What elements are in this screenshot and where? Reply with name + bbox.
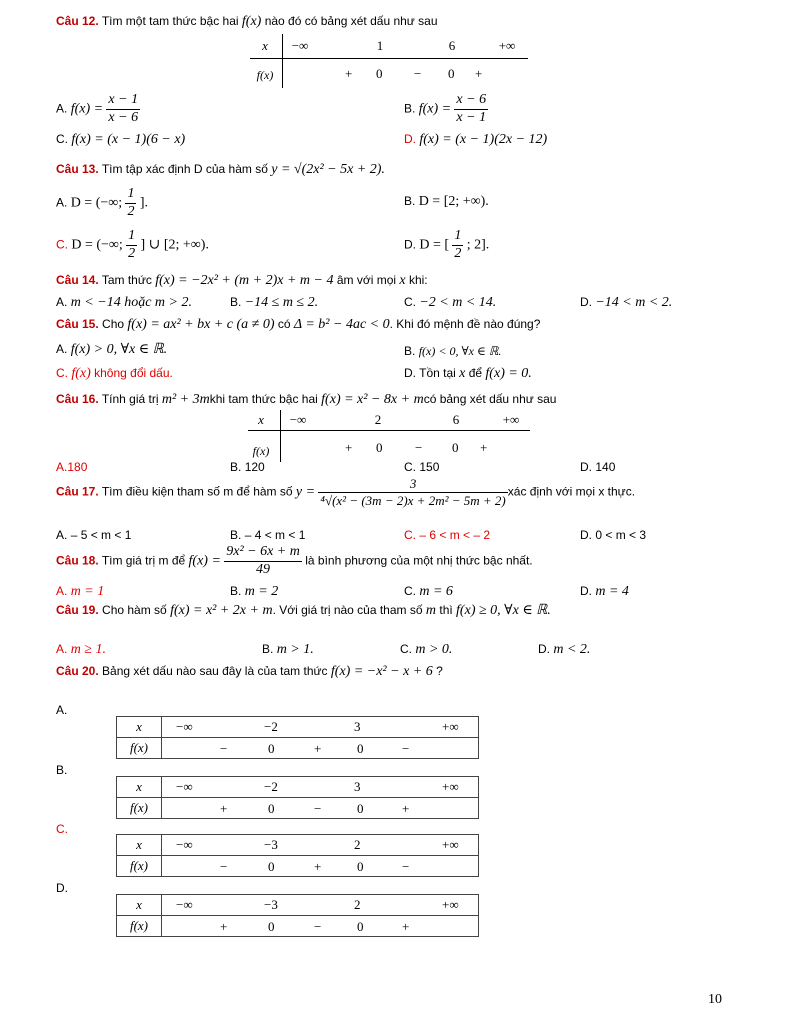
q16-option-c[interactable] <box>404 460 439 474</box>
q19-option-d[interactable] <box>538 642 590 659</box>
q18-option-b[interactable] <box>230 584 278 601</box>
q18-option-a[interactable] <box>56 584 104 601</box>
option-letter: B. <box>230 460 242 474</box>
option-letter: D. <box>580 584 592 598</box>
q13-stem <box>56 162 385 179</box>
table-x-value: −2 <box>264 719 278 734</box>
option-letter: A. <box>56 642 68 656</box>
option-value: m > 0. <box>415 642 453 657</box>
fraction-numerator: 1 <box>126 228 137 246</box>
table-x-value: 6 <box>452 412 460 427</box>
option-letter: A. <box>56 295 68 309</box>
q13-text: Tìm tập xác định D của hàm số <box>101 162 268 176</box>
q19-expr: f(x) = x² + 2x + m <box>170 603 273 618</box>
table-x-value: 3 <box>354 779 361 794</box>
table-x-value: 1 <box>376 38 384 53</box>
q15-text: Cho <box>102 317 125 331</box>
q19-m: m <box>425 603 437 618</box>
fraction-denominator: 2 <box>128 245 136 261</box>
q17-option-b[interactable] <box>230 528 305 542</box>
option-fraction <box>106 92 140 127</box>
q13-option-a[interactable] <box>56 186 148 221</box>
q18-text2: là bình phương của một nhị thức bậc nhất. <box>305 553 533 568</box>
table-x-row <box>162 717 479 738</box>
q17-option-c[interactable] <box>404 528 490 542</box>
option-value: m ≥ 1. <box>70 642 106 657</box>
option-letter: B. <box>262 642 274 656</box>
fraction-numerator: 3 <box>318 476 507 493</box>
option-letter: A. <box>56 460 68 474</box>
q18-option-d[interactable] <box>580 584 629 601</box>
q18-option-c[interactable] <box>404 584 453 601</box>
table-x-label: x <box>262 38 268 53</box>
q14-text3: khi: <box>408 273 428 287</box>
q17-fraction <box>318 476 507 508</box>
q16-label: Câu 16. <box>56 392 99 406</box>
q19-stem <box>56 603 551 620</box>
q13-option-d[interactable] <box>404 228 489 263</box>
option-expr: f(x) > 0, ∀x ∈ ℝ. <box>70 342 168 357</box>
option-letter: A. <box>56 584 68 598</box>
q17-option-d[interactable] <box>580 528 646 542</box>
option-value: m > 1. <box>276 642 314 657</box>
table-sign: − <box>414 66 422 81</box>
q12-fx: f(x) <box>241 14 262 29</box>
option-value: – 6 < m < – 2 <box>419 528 491 542</box>
fraction-denominator: 49 <box>256 561 271 577</box>
q16-option-d[interactable] <box>580 460 615 474</box>
option-expr: D = [2; +∞). <box>418 194 489 209</box>
option-letter: A. <box>56 342 68 356</box>
q15-text2: có <box>277 317 291 331</box>
q15-expr2: Δ = b² − 4ac < 0 <box>293 317 390 332</box>
option-expr: −14 < m < 2. <box>595 295 673 310</box>
option-letter: B. <box>230 584 242 598</box>
table-sign: 0 <box>357 801 364 816</box>
option-expr: −14 ≤ m ≤ 2. <box>244 295 319 310</box>
q14-label: Câu 14. <box>56 273 99 287</box>
table-x-label: x <box>117 895 162 916</box>
option-pre: D = (−∞; <box>70 195 123 211</box>
q16-text: Tính giá trị <box>101 392 159 406</box>
option-post: ]. <box>139 195 148 211</box>
table-sign: 0 <box>357 919 364 934</box>
table-sign: − <box>220 741 228 756</box>
table-x-row <box>162 835 479 856</box>
option-tail: không đổi dấu. <box>94 366 173 380</box>
table-x-row <box>162 777 479 798</box>
table-x-row <box>162 895 479 916</box>
option-post: ; 2]. <box>466 237 490 253</box>
fraction-numerator: 1 <box>452 228 463 246</box>
fraction-numerator: 1 <box>125 186 136 204</box>
q14-x: x <box>399 273 406 288</box>
table-sign: 0 <box>268 859 275 874</box>
table-sign-row <box>162 798 479 819</box>
table-x-value: −∞ <box>289 412 307 427</box>
q17-lhs: y = <box>295 484 316 500</box>
table-sign: 0 <box>376 440 383 455</box>
fraction-numerator: 9x² − 6x + m <box>224 544 302 562</box>
q14-text2: âm với mọi <box>336 273 397 287</box>
option-pre: D = [ <box>419 237 450 253</box>
q20-option-b-letter[interactable]: B. <box>56 763 68 777</box>
option-mid: để <box>468 366 483 380</box>
table-sign: + <box>475 66 483 81</box>
option-pre: Tồn tại <box>419 366 456 380</box>
fraction-denominator: x − 6 <box>108 109 139 125</box>
q14-stem <box>56 273 428 290</box>
q15-text3: . Khi đó mệnh đề nào đúng? <box>389 317 541 331</box>
q20-option-d-table[interactable] <box>116 894 479 937</box>
option-value: m = 6 <box>419 584 453 599</box>
q17-text: Tìm điều kiện tham số m để hàm số <box>101 484 293 499</box>
q20-option-b-table[interactable] <box>116 776 479 819</box>
q18-lhs: f(x) = <box>188 553 221 569</box>
option-fraction <box>452 228 463 263</box>
option-letter: B. <box>404 101 416 116</box>
option-fraction <box>125 186 136 221</box>
option-expr: m < −14 hoặc m > 2. <box>70 295 192 310</box>
option-letter: B. <box>230 528 242 542</box>
q20-option-c-letter[interactable]: C. <box>56 822 68 836</box>
q16-option-b[interactable] <box>230 460 265 474</box>
table-x-value: +∞ <box>442 897 459 912</box>
q16-expr: m² + 3m <box>161 392 210 407</box>
q14-option-b[interactable] <box>230 295 318 312</box>
table-x-label: x <box>117 777 162 798</box>
q16-option-a[interactable] <box>56 460 87 474</box>
q20-option-d-letter[interactable]: D. <box>56 881 68 895</box>
option-letter: C. <box>404 295 416 309</box>
q16-expr2: f(x) = x² − 8x + m <box>321 392 424 407</box>
q19-expr2: f(x) ≥ 0, ∀x ∈ ℝ. <box>456 603 551 618</box>
table-sign-row <box>162 738 479 759</box>
q14-expr: f(x) = −2x² + (m + 2)x + m − 4 <box>155 273 334 288</box>
table-x-value: −∞ <box>176 779 193 794</box>
q15-stem <box>56 317 540 334</box>
table-sign: 0 <box>268 741 275 756</box>
option-value: – 5 < m < 1 <box>70 528 132 542</box>
option-x: x <box>459 366 466 381</box>
q15-label: Câu 15. <box>56 317 99 331</box>
option-expr: f(x) = (x − 1)(6 − x) <box>71 132 186 147</box>
q14-option-c[interactable] <box>404 295 496 312</box>
table-sign: − <box>314 801 322 816</box>
table-x-value: +∞ <box>442 837 459 852</box>
q20-text: Bảng xét dấu nào sau đây là của tam thức <box>102 664 328 678</box>
q17-label: Câu 17. <box>56 484 99 499</box>
table-sign: + <box>314 859 322 874</box>
table-sign: − <box>415 440 423 455</box>
option-expr: f(x) <box>71 366 91 381</box>
q12-option-a[interactable] <box>56 92 140 127</box>
table-hline <box>250 58 528 59</box>
option-letter: C. <box>400 642 412 656</box>
table-x-value: −∞ <box>176 837 193 852</box>
q15-option-b[interactable] <box>404 344 501 358</box>
table-vline <box>280 410 281 462</box>
table-sign: + <box>220 919 228 934</box>
page-number: 10 <box>708 992 722 1007</box>
q12-option-b[interactable] <box>404 92 488 127</box>
option-letter: C. <box>56 366 68 380</box>
option-letter: B. <box>230 295 242 309</box>
q20-option-c-table[interactable] <box>116 834 479 877</box>
table-sign: + <box>220 801 228 816</box>
table-hline <box>248 430 530 431</box>
q18-label: Câu 18. <box>56 553 99 568</box>
table-x-value: +∞ <box>442 779 459 794</box>
q19-option-b[interactable] <box>262 642 314 659</box>
table-sign: 0 <box>357 741 364 756</box>
table-sign: 0 <box>452 440 459 455</box>
option-letter: A. <box>56 195 68 210</box>
option-letter: B. <box>404 344 416 358</box>
option-letter: D. <box>580 528 592 542</box>
table-sign-row <box>162 916 479 937</box>
option-value: 120 <box>244 460 265 474</box>
table-x-value: 3 <box>354 719 361 734</box>
option-value: m = 2 <box>244 584 279 599</box>
option-post: ] ∪ [2; +∞). <box>140 237 209 253</box>
q15-option-a[interactable] <box>56 342 167 359</box>
option-pre: D = (−∞; <box>71 237 123 253</box>
q19-text2: . Với giá trị nào của tham số <box>272 603 423 617</box>
option-value: 180 <box>67 460 88 474</box>
table-x-value: −3 <box>264 897 278 912</box>
table-x-value: +∞ <box>442 719 459 734</box>
q13-label: Câu 13. <box>56 162 99 176</box>
table-sign: + <box>314 741 322 756</box>
option-letter: C. <box>56 237 68 252</box>
table-x-value: +∞ <box>498 38 516 53</box>
q15-expr: f(x) = ax² + bx + c (a ≠ 0) <box>127 317 275 332</box>
option-expr: f(x) = (x − 1)(2x − 12) <box>419 132 548 147</box>
table-x-value: −∞ <box>176 897 193 912</box>
q13-expr: y = √(2x² − 5x + 2). <box>271 162 385 177</box>
q12-option-c[interactable] <box>56 132 185 149</box>
q12-label: Câu 12. <box>56 14 99 28</box>
table-sign: + <box>345 66 353 81</box>
option-expr: −2 < m < 14. <box>419 295 497 310</box>
q20-option-a-table[interactable] <box>116 716 479 759</box>
table-fx-label: f(x) <box>256 68 274 82</box>
q20-stem <box>56 664 443 681</box>
option-letter: C. <box>404 460 416 474</box>
table-sign: − <box>402 741 410 756</box>
q14-option-a[interactable] <box>56 295 192 312</box>
option-letter: A. <box>56 528 68 542</box>
table-x-value: 2 <box>354 897 361 912</box>
table-sign: 0 <box>448 66 455 81</box>
option-letter: D. <box>404 366 416 380</box>
table-sign: + <box>402 919 410 934</box>
table-x-value: 2 <box>374 412 382 427</box>
table-sign: 0 <box>376 66 383 81</box>
table-x-value: 2 <box>354 837 361 852</box>
q14-option-d[interactable] <box>580 295 672 312</box>
option-fraction <box>454 92 488 127</box>
q16-text2: khi tam thức bậc hai <box>209 392 318 406</box>
q13-option-b[interactable] <box>404 194 489 211</box>
q19-text3: thì <box>439 603 453 617</box>
option-value: 150 <box>419 460 440 474</box>
table-x-value: −3 <box>264 837 278 852</box>
table-sign: 0 <box>357 859 364 874</box>
table-x-value: +∞ <box>502 412 520 427</box>
q16-stem <box>56 392 556 409</box>
option-value: – 4 < m < 1 <box>244 528 306 542</box>
table-sign-row <box>162 856 479 877</box>
q20-text2: ? <box>436 664 443 678</box>
q18-fraction <box>224 544 302 579</box>
table-x-value: −2 <box>264 779 278 794</box>
table-fx-label: f(x) <box>117 916 162 937</box>
q18-text: Tìm giá trị m để <box>101 553 186 568</box>
fraction-denominator: x − 1 <box>456 109 487 125</box>
option-letter: B. <box>404 194 416 208</box>
q13-option-c[interactable] <box>56 228 209 263</box>
table-sign: 0 <box>268 919 275 934</box>
q18-stem <box>56 544 533 579</box>
q14-text: Tam thức <box>101 273 152 287</box>
q15-option-c[interactable] <box>56 366 173 383</box>
option-lhs: f(x) = <box>418 101 452 117</box>
table-vline <box>282 34 283 88</box>
q19-text: Cho hàm số <box>102 603 167 617</box>
table-fx-label: f(x) <box>117 856 162 877</box>
table-sign: + <box>402 801 410 816</box>
q20-expr: f(x) = −x² − x + 6 <box>330 664 433 679</box>
option-expr: f(x) < 0, ∀x ∈ ℝ. <box>418 344 502 358</box>
table-sign: 0 <box>268 801 275 816</box>
fraction-denominator: 2 <box>454 245 462 261</box>
q20-label: Câu 20. <box>56 664 99 678</box>
option-letter: D. <box>580 460 592 474</box>
option-value: m = 1 <box>70 584 105 599</box>
table-x-value: −∞ <box>176 719 193 734</box>
fraction-denominator: 2 <box>127 203 135 219</box>
q20-option-a-letter[interactable]: A. <box>56 703 68 717</box>
option-value: 140 <box>595 460 616 474</box>
q12-stem <box>56 14 438 31</box>
table-x-label: x <box>117 717 162 738</box>
fraction-denominator: ⁴√(x² − (3m − 2)x + 2m² − 5m + 2) <box>320 492 506 508</box>
table-fx-label: f(x) <box>252 444 270 458</box>
option-letter: D. <box>538 642 550 656</box>
table-x-value: −∞ <box>291 38 309 53</box>
q15-option-d[interactable] <box>404 366 532 383</box>
table-x-value: 6 <box>448 38 456 53</box>
table-fx-label: f(x) <box>117 798 162 819</box>
table-sign: − <box>314 919 322 934</box>
q12-option-d[interactable] <box>404 132 547 149</box>
option-letter: C. <box>404 584 416 598</box>
table-sign: + <box>345 440 353 455</box>
option-lhs: f(x) = <box>70 101 104 117</box>
q19-option-c[interactable] <box>400 642 452 659</box>
option-value: m = 4 <box>595 584 629 599</box>
option-letter: D. <box>580 295 592 309</box>
option-letter: C. <box>404 528 416 542</box>
q12-text2: nào đó có bảng xét dấu như sau <box>264 14 438 28</box>
q17-text2: xác định với mọi x thực. <box>507 484 636 499</box>
q12-text: Tìm một tam thức bậc hai <box>101 14 239 28</box>
fraction-numerator: x − 1 <box>106 92 140 110</box>
table-sign: + <box>480 440 488 455</box>
table-x-label: x <box>117 835 162 856</box>
option-letter: C. <box>56 132 68 146</box>
q19-option-a[interactable] <box>56 642 106 659</box>
table-fx-label: f(x) <box>117 738 162 759</box>
option-value: 0 < m < 3 <box>595 528 647 542</box>
option-fraction <box>126 228 137 263</box>
q16-text3: có bảng xét dấu như sau <box>423 392 557 406</box>
fraction-numerator: x − 6 <box>454 92 488 110</box>
table-sign: − <box>402 859 410 874</box>
option-expr: f(x) = 0. <box>485 366 532 381</box>
option-value: m < 2. <box>553 642 591 657</box>
q19-label: Câu 19. <box>56 603 99 617</box>
option-letter: D. <box>404 132 416 146</box>
option-letter: D. <box>404 237 416 252</box>
q17-stem <box>56 476 635 508</box>
q17-option-a[interactable] <box>56 528 131 542</box>
option-letter: A. <box>56 101 68 116</box>
table-sign: − <box>220 859 228 874</box>
table-x-label: x <box>258 412 264 427</box>
